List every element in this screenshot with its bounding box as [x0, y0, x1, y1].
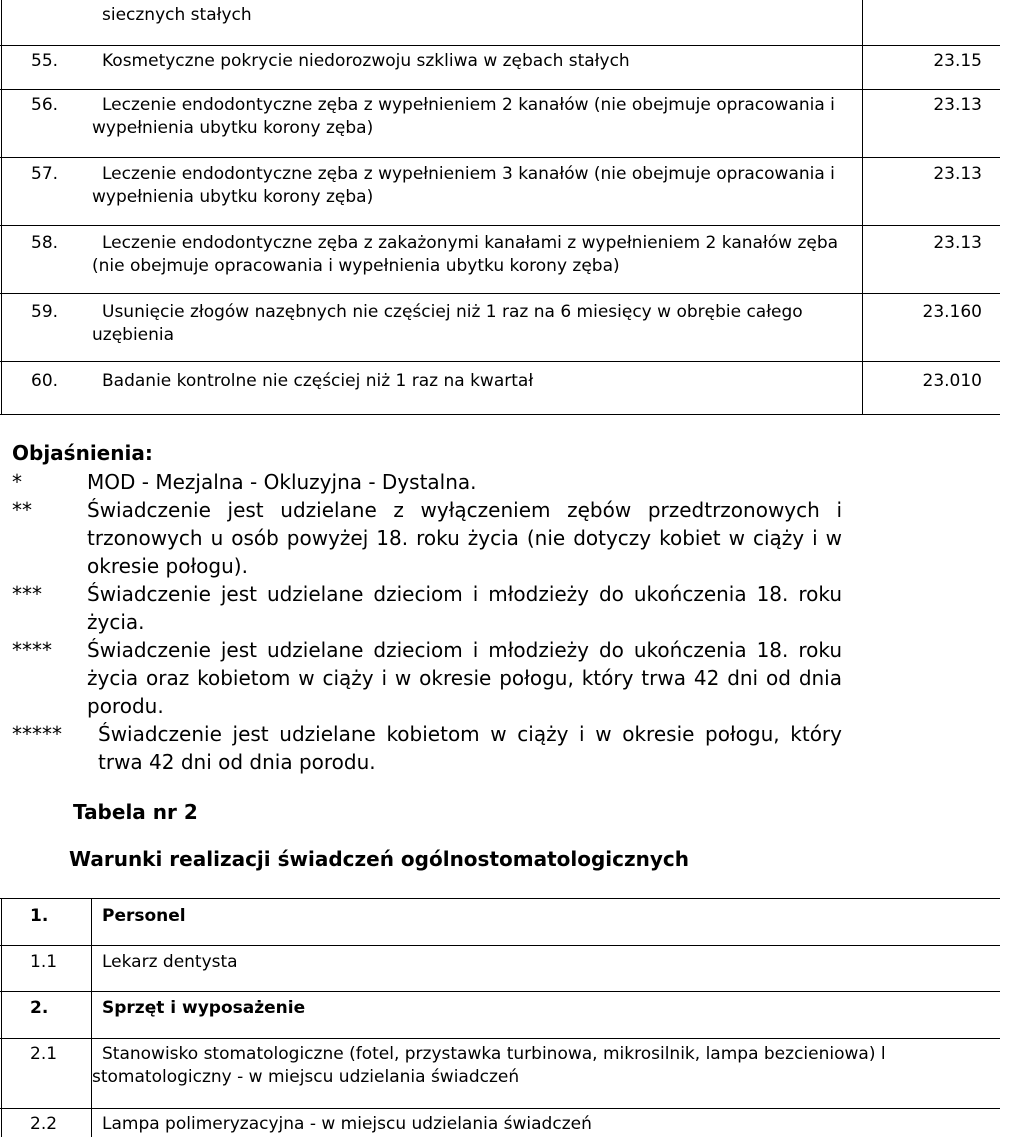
table-row: [0, 898, 1000, 946]
procedure-desc: Badanie kontrolne nie częściej niż 1 raz na kwartał: [102, 371, 534, 391]
procedure-code: 23.010: [922, 371, 982, 391]
item-label: Lekarz dentysta: [102, 952, 238, 972]
procedures-table: [0, 0, 1000, 414]
procedure-code: 23.15: [933, 51, 982, 71]
procedure-code: 23.13: [933, 164, 982, 184]
table-row: [0, 45, 1000, 90]
section-label: Sprzęt i wyposażenie: [102, 998, 306, 1018]
note-marker: **: [12, 498, 32, 522]
section-number: 1.: [30, 906, 49, 926]
item-number: 2.2: [30, 1114, 58, 1134]
note-marker: ****: [12, 638, 52, 662]
procedure-desc: Usunięcie złogów nazębnych nie częściej niż 1 raz na 6 miesięcy w obrębie całego uzębienia: [92, 302, 803, 345]
notes-section: [12, 440, 842, 776]
procedure-desc: Leczenie endodontyczne zęba z wypełnieniem 3 kanałów (nie obejmuje opracowania i wypełnienia ubytku korony zęba): [92, 164, 835, 207]
note-text: Świadczenie jest udzielane kobietom w ciąży i w okresie połogu, który trwa 42 dni od dnia porodu.: [98, 722, 842, 774]
procedure-number: 57.: [31, 164, 59, 184]
section-label: Personel: [102, 906, 186, 926]
table-subtitle: Warunki realizacji świadczeń ogólnostomatologicznych: [69, 847, 690, 871]
procedure-code: 23.160: [922, 302, 982, 322]
procedure-desc: Leczenie endodontyczne zęba z wypełnieniem 2 kanałów (nie obejmuje opracowania i wypełnienia ubytku korony zęba): [92, 95, 835, 138]
note-text: Świadczenie jest udzielane dzieciom i młodzieży do ukończenia 18. roku życia.: [87, 582, 842, 634]
table-row: [0, 945, 1000, 992]
item-label: Lampa polimeryzacyjna - w miejscu udzielania świadczeń: [102, 1114, 592, 1134]
note-marker: ***: [12, 582, 42, 606]
table-row: [0, 225, 1000, 294]
table-row: [0, 361, 1000, 415]
table-title: Tabela nr 2: [73, 800, 198, 824]
table-row: [0, 0, 1000, 46]
procedure-code: 23.13: [933, 95, 982, 115]
note-item: [12, 720, 842, 776]
table-row: [0, 157, 1000, 226]
procedure-number: 55.: [31, 51, 59, 71]
note-text: Świadczenie jest udzielane dzieciom i młodzieży do ukończenia 18. roku życia oraz kobietom w ciąży i w okresie połogu, który trwa 42 dni od dnia porodu.: [87, 638, 842, 718]
notes-heading: Objaśnienia:: [12, 441, 153, 465]
table-row: [0, 1108, 1000, 1137]
note-text: MOD - Mezjalna - Okluzyjna - Dystalna.: [87, 470, 477, 494]
item-number: 2.1: [30, 1044, 58, 1064]
item-number: 1.1: [30, 952, 58, 972]
procedure-number: 59.: [31, 302, 59, 322]
table-row: [0, 991, 1000, 1039]
note-marker: *: [12, 470, 22, 494]
note-item: [12, 636, 842, 720]
note-item: [12, 496, 842, 580]
table-row: [0, 89, 1000, 158]
table-row: [0, 1038, 1000, 1109]
procedure-number: 56.: [31, 95, 59, 115]
section-number: 2.: [30, 998, 49, 1018]
item-label: Stanowisko stomatologiczne (fotel, przystawka turbinowa, mikrosilnik, lampa bezcieniowa) l stomatologiczny - w miejscu udzielania świadczeń: [92, 1044, 886, 1087]
note-item: [12, 468, 842, 496]
procedure-number: 60.: [31, 371, 59, 391]
procedure-desc: Leczenie endodontyczne zęba z zakażonymi kanałami z wypełnieniem 2 kanałów zęba (nie obejmuje opracowania i wypełnienia ubytku korony zęba): [92, 233, 839, 276]
procedure-code: 23.13: [933, 233, 982, 253]
procedure-desc: siecznych stałych: [102, 5, 252, 25]
note-text: Świadczenie jest udzielane z wyłączeniem zębów przedtrzonowych i trzonowych u osób powyżej 18. roku życia (nie dotyczy kobiet w ciąży i w okresie połogu).: [87, 498, 842, 578]
note-item: [12, 580, 842, 636]
note-marker: *****: [12, 722, 62, 746]
procedure-desc: Kosmetyczne pokrycie niedorozwoju szkliwa w zębach stałych: [102, 51, 630, 71]
procedure-number: 58.: [31, 233, 59, 253]
table-row: [0, 293, 1000, 362]
